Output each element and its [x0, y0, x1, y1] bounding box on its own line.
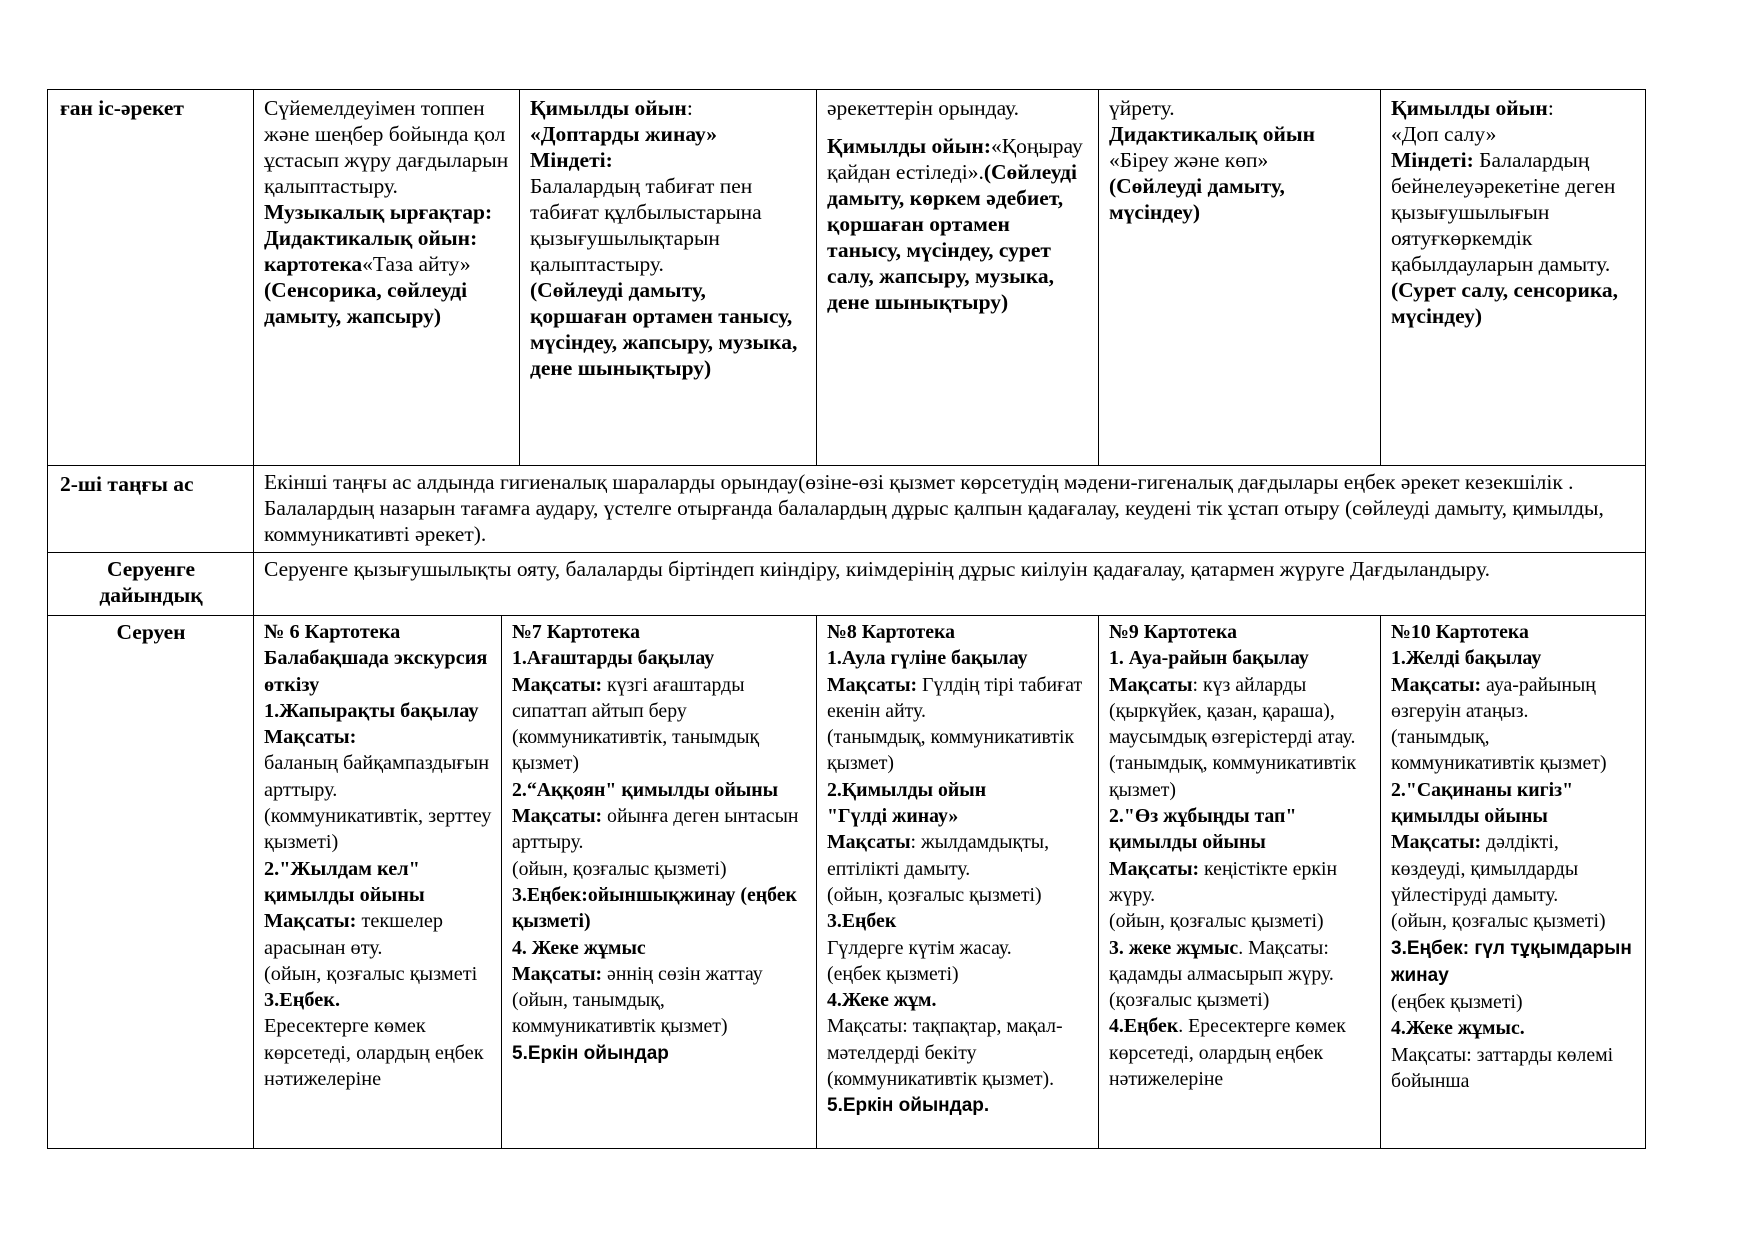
bold-text: 2.“Аққоян" қимылды ойыны — [512, 778, 779, 801]
table-border-right — [1645, 89, 1646, 1149]
cell-line — [264, 987, 492, 1013]
cell-line — [530, 277, 807, 381]
bold-text: 1.Жапырақты бақылау Мақсаты: — [264, 699, 479, 749]
activity-cell-2 — [520, 90, 816, 465]
cell-line — [1109, 935, 1371, 988]
cell-line — [530, 121, 807, 147]
text: (еңбек қызметі) — [827, 962, 959, 985]
cell-line — [264, 803, 492, 856]
cell-line — [1391, 147, 1636, 277]
bold-text: Мақсаты: — [827, 673, 918, 696]
cell-line — [512, 803, 807, 856]
bold-text: 4.Еңбек — [1109, 1015, 1179, 1038]
cell-line — [1391, 777, 1636, 830]
cell-line — [827, 1013, 1089, 1092]
cell-line — [1391, 277, 1636, 329]
bold-text: 3.Еңбек. — [264, 989, 341, 1012]
cell-line — [827, 935, 1089, 961]
row-label-activity: ған іс-әрекет — [60, 96, 184, 120]
text: Балалардың табиғат пен табиғат құлбылыстарына қызығушылықтарын қалыптастыру. — [530, 174, 762, 276]
cell-line — [264, 277, 510, 329]
cell-line — [512, 987, 807, 1040]
bold-text: 1.Ағаштарды бақылау — [512, 647, 715, 670]
text: баланың байқампаздығын арттыру. — [264, 752, 490, 801]
cell-line — [827, 95, 1089, 121]
text: ауа-райының өзгеруін атаңыз. — [1391, 673, 1596, 722]
bold-text: Мақсаты: — [512, 673, 603, 696]
bold-text: (Сөйлеуді дамыту, көркем әдебиет, қоршаған ортамен танысу, мүсіндеу, сурет салу, жапсыру, музыка, дене шынықтыру) — [827, 160, 1078, 314]
cell-line — [264, 225, 510, 277]
bold-text: 3.Еңбек:ойыншықжинау (еңбек қызметі) — [512, 883, 797, 933]
cell-line — [264, 199, 510, 225]
text: «Біреу және көп» — [1109, 148, 1269, 172]
cell-line — [530, 147, 807, 173]
cell-line — [1109, 987, 1371, 1013]
text: : — [686, 96, 693, 120]
text: (ойын, қозғалыс қызметі) — [512, 857, 727, 880]
text: Мақсаты: тақпақтар, мақал-мәтелдерді бекіту (коммуникативтік қызмет). — [827, 1015, 1063, 1091]
cell-line — [1391, 645, 1636, 671]
cell-line — [1391, 121, 1636, 147]
cell-line — [264, 1013, 492, 1092]
cell-line — [827, 645, 1089, 671]
second-breakfast-text: Екінші таңғы ас алдында гигиеналық шараларды орындау(өзіне-өзі қызмет көрсетудің мәдени-гигеналық дағдылары еңбек әрекет кезекшілік . Балалардың назарын тағамға аудару, үстелге отырғанда балалардың дұрыс қалпын қадағалау, кеудені тік ұстап отыру (сөйлеуді дамыту, қимылды, коммуникативті әрекет). — [264, 470, 1604, 546]
bold-text: Мақсаты — [827, 831, 911, 854]
walk-cell-8 — [817, 616, 1098, 1148]
spacer — [827, 121, 1089, 133]
text: текшелер арасынан өту. — [264, 910, 444, 959]
text: Мақсаты: заттарды көлемі бойынша — [1391, 1043, 1614, 1093]
text: : күз айларды (қыркүйек, қазан, қараша), маусымдық өзгерістерді атау. — [1109, 673, 1356, 749]
cell-line — [827, 803, 1089, 829]
text: (ойын, қозғалыс қызметі) — [1391, 910, 1606, 933]
activity-cell-3 — [817, 90, 1098, 465]
cell-line — [1109, 147, 1371, 173]
bold-text: Мақсаты: — [264, 910, 357, 933]
cell-line — [827, 961, 1089, 987]
bold-text: №10 Картотека — [1391, 621, 1529, 643]
bold-text: № 6 Картотека — [264, 621, 401, 643]
bold-text: (Сөйлеуді дамыту, мүсіндеу) — [1109, 174, 1285, 224]
cell-line — [264, 698, 492, 751]
text: әрекеттерін орындау. — [827, 96, 1020, 120]
text: «Қоңырау қайдан естіледі». — [827, 134, 1083, 184]
text: : — [1547, 96, 1554, 120]
text: үйрету. — [1109, 96, 1175, 120]
cell-line — [1391, 1042, 1636, 1095]
text: дәлдікті, көздеуді, қимылдарды үйлестіруді дамыту. — [1391, 831, 1579, 906]
text: (ойын, қозғалыс қызметі — [264, 962, 478, 985]
cell-line — [1109, 173, 1371, 225]
row-label-second-breakfast: 2-ші таңғы ас — [60, 472, 194, 496]
bold-text: Мақсаты: — [512, 805, 603, 828]
bold-text: (Сөйлеуді дамыту, қоршаған ортамен танысу, мүсіндеу, жапсыру, музыка, дене шынықтыру) — [530, 278, 798, 380]
cell-line — [1391, 829, 1636, 908]
cell-line — [512, 882, 807, 935]
bold-text: №9 Картотека — [1109, 621, 1237, 643]
cell-line — [1391, 1015, 1636, 1041]
bold-text: Музыкалық ырғақтар: — [264, 200, 493, 224]
text: . Ересектерге көмек көрсетеді, олардың еңбек нәтижелеріне — [1109, 1015, 1346, 1091]
text: әннің сөзін жаттау — [602, 962, 763, 985]
cell-line — [1391, 908, 1636, 934]
cell-line — [512, 777, 807, 803]
activity-cell-1 — [254, 90, 519, 465]
cell-line — [1391, 95, 1636, 121]
text: Гүлдерге күтім жасау. — [827, 936, 1012, 959]
cell-line — [1109, 750, 1371, 803]
text: (танымдық, коммуникативтік қызмет) — [1109, 752, 1357, 801]
text: (танымдық, коммуникативтік қызмет) — [1391, 726, 1607, 775]
cell-line — [1391, 619, 1636, 645]
cell-line — [512, 645, 807, 671]
bold-text: 3.Еңбек: гүл тұқымдарын жинау — [1391, 937, 1632, 986]
bold-text: Қимылды ойын: — [827, 134, 991, 158]
bold-text: 4. Жеке жұмыс — [512, 936, 646, 959]
text: күзгі ағаштарды сипаттап айтып беру (коммуникативтік, танымдық қызмет) — [512, 673, 760, 775]
cell-line — [827, 672, 1089, 725]
text: . Мақсаты: қадамды алмасырып жүру. — [1109, 936, 1334, 985]
cell-line — [1109, 856, 1371, 909]
cell-line — [827, 882, 1089, 908]
cell-line — [1109, 121, 1371, 147]
table-border-bottom — [47, 1148, 1646, 1149]
cell-line — [264, 908, 492, 961]
row-label-walk-preparation: Серуенге дайындық — [99, 557, 203, 607]
cell-line — [1391, 989, 1636, 1015]
cell-line — [1109, 803, 1371, 856]
cell-line — [1109, 619, 1371, 645]
cell-line — [530, 173, 807, 277]
row-label-walk: Серуен — [116, 620, 186, 644]
bold-text: Мақсаты: — [512, 962, 603, 985]
bold-text: №8 Картотека — [827, 621, 955, 643]
bold-text: 1. Ауа-райын бақылау — [1109, 647, 1309, 670]
cell-line — [827, 133, 1089, 315]
bold-text: Дидактикалық ойын — [1109, 122, 1316, 146]
bold-text: Мақсаты: — [1109, 857, 1200, 880]
cell-line — [512, 961, 807, 987]
text: Ересектерге көмек көрсетеді, олардың еңбек нәтижелеріне — [264, 1015, 484, 1091]
bold-text: 2."Сақинаны кигіз" қимылды ойыны — [1391, 778, 1574, 828]
cell-line — [1109, 95, 1371, 121]
bold-text: 2."Өз жұбыңды тап" қимылды ойыны — [1109, 805, 1297, 854]
text: ойынға деген ынтасын арттыру. — [512, 805, 799, 854]
text: (қозғалыс қызметі) — [1109, 989, 1270, 1012]
activity-cell-4 — [1099, 90, 1380, 465]
cell-line — [827, 724, 1089, 777]
bold-text: 2."Жылдам кел" қимылды ойыны — [264, 857, 425, 906]
bold-text: Мақсаты — [1109, 673, 1193, 696]
bold-text: 1.Желді бақылау — [1391, 647, 1542, 670]
text: (еңбек қызметі) — [1391, 991, 1523, 1014]
text: Балалардың бейнелеуәрекетіне деген қызығушылығын оятуғкөркемдік қабылдауларын дамыту. — [1391, 148, 1616, 276]
activity-cell-5 — [1381, 90, 1645, 465]
bold-text: "Гүлді жинау» — [827, 805, 959, 828]
bold-text: Мақсаты: — [1391, 673, 1482, 696]
text: : жылдамдықты, ептілікті дамыту. — [827, 831, 1050, 880]
text: (ойын, қозғалыс қызметі) — [827, 883, 1042, 906]
bold-text: 4.Жеке жұм. — [827, 989, 937, 1012]
cell-line — [264, 750, 492, 803]
cell-line — [512, 935, 807, 961]
bold-text: (Сенсорика, сөйлеуді дамыту, жапсыру) — [264, 278, 468, 328]
cell-line — [264, 645, 492, 698]
text: (ойын, танымдық, коммуникативтік қызмет) — [512, 989, 728, 1038]
bold-text: Қимылды ойын — [1391, 96, 1548, 120]
bold-text: 3.Еңбек — [827, 910, 897, 933]
bold-text: 2.Қимылды ойын — [827, 778, 987, 801]
cell-line — [1109, 1013, 1371, 1092]
text: (ойын, қозғалыс қызметі) — [1109, 910, 1324, 933]
cell-line — [1391, 724, 1636, 777]
cell-line — [512, 672, 807, 777]
cell-line — [264, 619, 492, 645]
bold-text: Міндеті: — [1391, 148, 1474, 172]
bold-text: (Сурет салу, сенсорика, мүсіндеу) — [1391, 278, 1619, 328]
walk-cell-6 — [254, 616, 501, 1148]
text: Гүлдің тірі табиғат екенін айту. — [827, 673, 1083, 722]
cell-line — [827, 829, 1089, 882]
text: кеңістікте еркін жүру. — [1109, 857, 1338, 906]
bold-text: №7 Картотека — [512, 621, 640, 643]
cell-line — [1109, 672, 1371, 751]
text: (коммуникативтік, зерттеу қызметі) — [264, 805, 492, 854]
cell-line — [512, 619, 807, 645]
cell-line — [827, 777, 1089, 803]
cell-line — [827, 619, 1089, 645]
text: «Доп салу» — [1391, 122, 1497, 146]
cell-line — [827, 908, 1089, 934]
cell-line — [1109, 645, 1371, 671]
walk-cell-9 — [1099, 616, 1380, 1148]
text: «Таза айту» — [362, 252, 471, 276]
bold-text: «Доптарды жинау» — [530, 122, 718, 146]
bold-text: 3. жеке жұмыс — [1109, 936, 1239, 959]
bold-text: 5.Еркін ойындар — [512, 1042, 669, 1064]
bold-text: 5.Еркін ойындар. — [827, 1095, 990, 1117]
cell-line — [512, 856, 807, 882]
cell-line — [1109, 908, 1371, 934]
bold-text: Дидактикалық ойын: картотека — [264, 226, 478, 276]
bold-text: Мақсаты: — [1391, 831, 1482, 854]
bold-text: Қимылды ойын — [530, 96, 687, 120]
walk-cell-10 — [1381, 616, 1645, 1148]
cell-line — [1391, 672, 1636, 725]
cell-line — [264, 95, 510, 199]
walk-preparation-text: Серуенге қызығушылықты ояту, балаларды біртіндеп киіндіру, киімдерінің дұрыс киілуін қадағалау, қатармен жүруге Дағдыландыру. — [264, 557, 1490, 581]
bold-text: 1.Аула гүліне бақылау — [827, 647, 1028, 670]
bold-text: Міндеті: — [530, 148, 613, 172]
cell-line — [1391, 935, 1636, 990]
cell-line — [512, 1040, 807, 1067]
cell-line — [530, 95, 807, 121]
bold-text: Балабақшада экскурсия өткізу — [264, 647, 488, 696]
cell-line — [264, 856, 492, 909]
cell-line — [827, 987, 1089, 1013]
text: (танымдық, коммуникативтік қызмет) — [827, 726, 1075, 775]
cell-line — [264, 961, 492, 987]
cell-line — [827, 1092, 1089, 1119]
bold-text: 4.Жеке жұмыс. — [1391, 1017, 1525, 1040]
walk-cell-7 — [502, 616, 816, 1148]
text: Сүйемелдеуімен топпен және шеңбер бойында қол ұстасып жүру дағдыларын қалыптастыру. — [264, 96, 509, 198]
